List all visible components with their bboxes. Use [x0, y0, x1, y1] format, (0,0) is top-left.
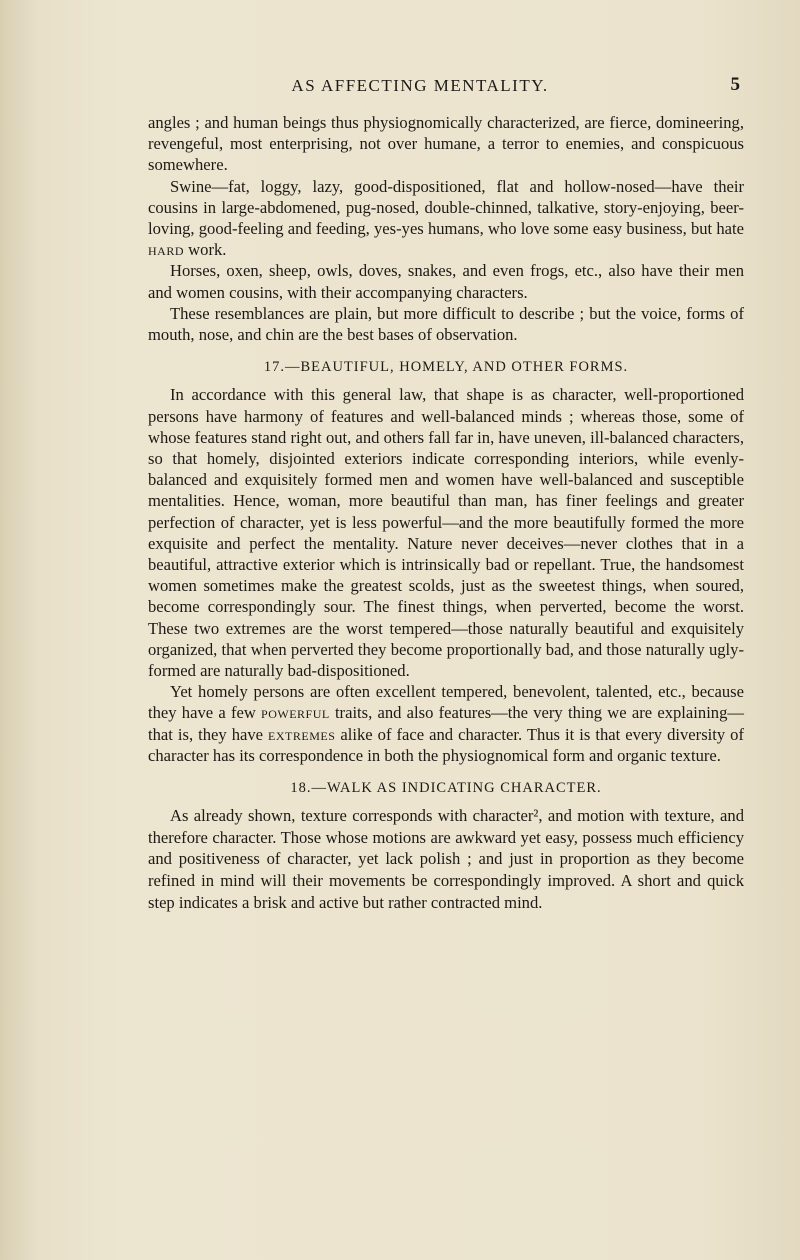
paragraph-homely-mid: traits, and also features—the very thing we are explaining—that is, they have [148, 703, 744, 744]
paragraph-resemblances: These resemblances are plain, but more difficult to describe ; but the voice, forms of mouth, nose, and chin are the best bases of observation. [148, 303, 744, 345]
paragraph-walk: As already shown, texture corresponds with character², and motion with texture, and therefore character. Those whose motions are awkward yet easy, possess much efficiency and positiveness of character, yet lack polish ; and just in proportion as they become refined in mind will their movements be correspondingly improved. A short and quick step indicates a brisk and active but rather contracted mind. [148, 806, 744, 912]
running-head: AS AFFECTING MENTALITY. [291, 76, 549, 95]
section-heading-18: 18.—WALK AS INDICATING CHARACTER. [290, 780, 602, 797]
page-body [148, 112, 744, 913]
paragraph-homely-persons [148, 681, 744, 766]
section-heading-17: 17.—BEAUTIFUL, HOMELY, AND OTHER FORMS. [263, 359, 629, 376]
paragraph-swine [148, 176, 744, 261]
page-number: 5 [730, 74, 740, 95]
emphasis-powerful: powerful [261, 703, 330, 723]
paragraph-animal-angles: angles ; and human beings thus physiognomically characterized, are fierce, domineering, revengeful, most enterprising, not over humane, a terror to enemies, and conspicuous somewhere. [148, 113, 744, 175]
paragraph-general-law: In accordance with this general law, that shape is as character, well-proportioned persons have harmony of features and well-balanced minds ; whereas those, some of whose features stand right out, and others fall far in, have uneven, ill-balanced characters, so that homely, disjointed exteriors indicate corresponding interiors, while evenly-balanced and exquisitely formed men and women have well-balanced and susceptible mentalities. Hence, woman, more beautiful than man, has finer feelings and greater perfection of character, yet is less powerful—and the more beautifully formed the more exquisite and perfect the mentality. Nature never deceives—never clothes that in a beautiful, attractive exterior which is intrinsically bad or repellant. True, the handsomest women sometimes make the greatest scolds, just as the sweetest things, when soured, become correspondingly sour. The finest things, when perverted, become the worst. These two extremes are the worst tempered—those naturally beautiful and exquisitely organized, that when perverted they become proportionally bad, and those naturally ugly-formed are naturally bad-dispositioned. [148, 385, 744, 681]
emphasis-extremes: extremes [268, 724, 336, 744]
paragraph-homely-text: Yet homely persons are often excellent tempered, benevolent, talented, etc., because they have a few [148, 682, 744, 723]
paragraph-horses: Horses, oxen, sheep, owls, doves, snakes, and even frogs, etc., also have their men and women cousins, with their accompanying characters. [148, 261, 744, 302]
paragraph-swine-end: work. [184, 240, 227, 260]
emphasis-hard: hard [148, 240, 185, 260]
paragraph-homely-end: alike of face and character. Thus it is that every diversity of character has its correspondence in both the physiognomical form and organic texture. [148, 724, 744, 765]
paragraph-swine-text: Swine—fat, loggy, lazy, good-dispositioned, flat and hollow-nosed—have their cousins in large-abdomened, pug-nosed, double-chinned, talkative, story-enjoying, beer-loving, good-feeling and feeding, yes-yes humans, who love some easy business, but hate [148, 176, 744, 239]
page-header [100, 76, 740, 102]
